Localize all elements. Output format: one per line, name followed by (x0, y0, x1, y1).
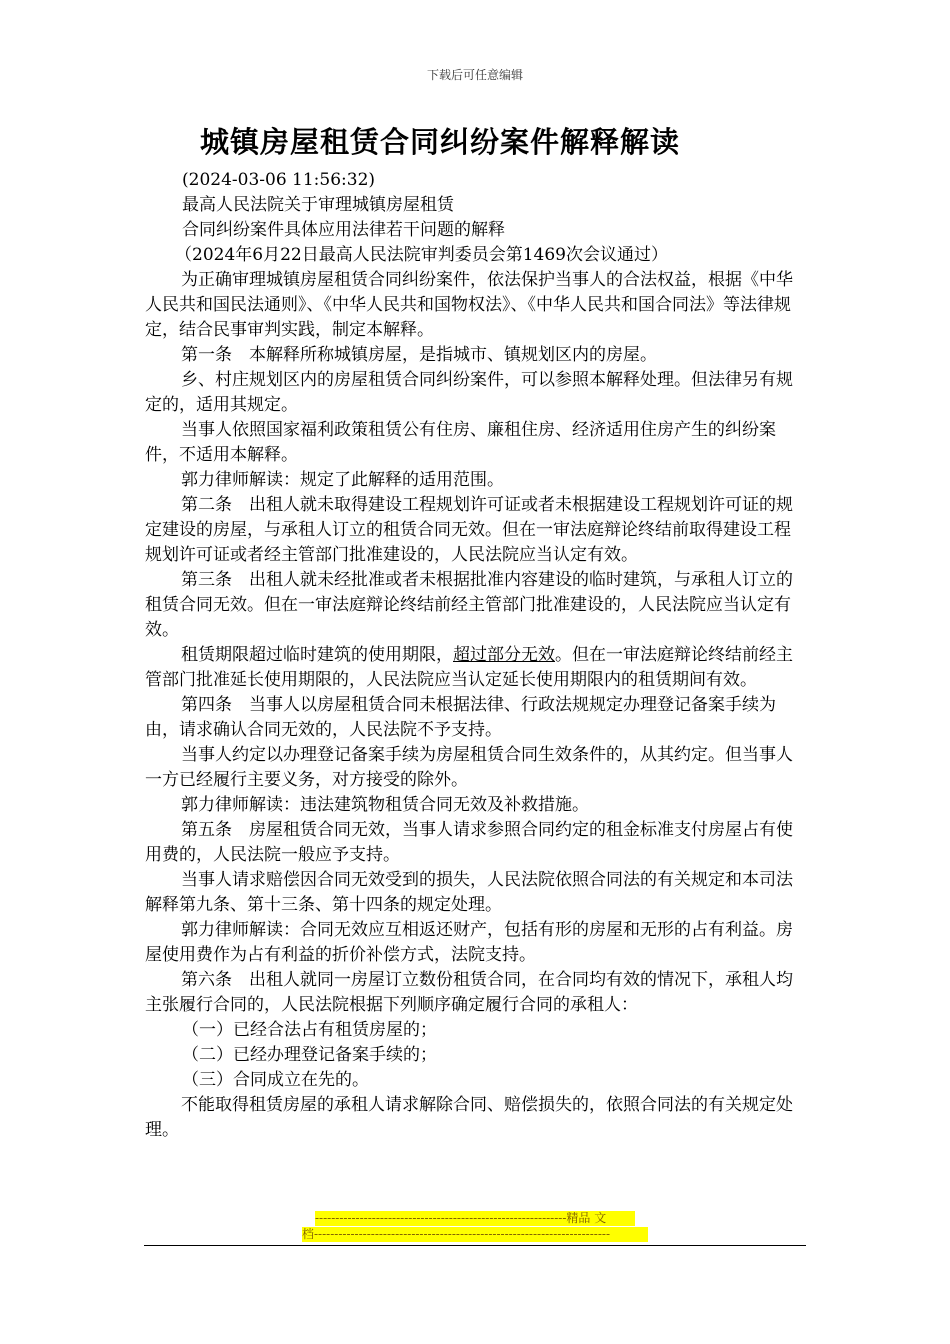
footer-highlight-line-2: 档------------------------------------------------------------------------- (302, 1227, 648, 1242)
lawyer-comment-3: 郭力律师解读：合同无效应互相返还财产，包括有形的房屋和无形的占有利益。房屋使用费作为占有利益的折价补偿方式，法院支持。 (145, 920, 793, 965)
article-3: 第三条 出租人就未经批准或者未根据批准内容建设的临时建筑，与承租人订立的租赁合同无效。但在一审法庭辩论终结前经主管部门批准建设的，人民法院应当认定有效。 (145, 570, 793, 640)
article-6: 第六条 出租人就同一房屋订立数份租赁合同，在合同均有效的情况下，承租人均主张履行合同的，人民法院根据下列顺序确定履行合同的承租人： (145, 970, 793, 1015)
subtitle-line-1: 最高人民法院关于审理城镇房屋租赁 (182, 195, 454, 215)
footer-highlight-line-1: --------------------------------------------------------------精品 文 (315, 1211, 635, 1226)
article-6-item-1: （一）已经合法占有租赁房屋的； (182, 1020, 437, 1040)
footer-divider (144, 1245, 806, 1246)
article-5: 第五条 房屋租赁合同无效，当事人请求参照合同约定的租金标准支付房屋占有使用费的，人民法院一般应予支持。 (145, 820, 793, 865)
page-title: 城镇房屋租赁合同纠纷案件解释解读 (200, 125, 681, 159)
header-note: 下载后可任意编辑 (426, 68, 523, 82)
subtitle-line-2: 合同纠纷案件具体应用法律若干问题的解释 (182, 220, 505, 240)
timestamp: (2024-03-06 11:56:32) (182, 170, 376, 190)
lawyer-comment-2: 郭力律师解读：违法建筑物租赁合同无效及补救措施。 (181, 795, 589, 815)
article-4: 第四条 当事人以房屋租赁合同未根据法律、行政法规规定办理登记备案手续为由，请求确认合同无效的，人民法院不予支持。 (145, 695, 776, 740)
article-6-item-2: （二）已经办理登记备案手续的； (182, 1045, 437, 1065)
adopted-note: （2024年6月22日最高人民法院审判委员会第1469次会议通过） (175, 245, 668, 265)
article-5-para-2: 当事人请求赔偿因合同无效受到的损失，人民法院依照合同法的有关规定和本司法解释第九条、第十三条、第十四条的规定处理。 (145, 870, 793, 915)
article-1-para-3: 当事人依照国家福利政策租赁公有住房、廉租住房、经济适用住房产生的纠纷案件，不适用本解释。 (145, 420, 776, 465)
article-6-para-2: 不能取得租赁房屋的承租人请求解除合同、赔偿损失的，依照合同法的有关规定处理。 (145, 1095, 793, 1140)
article-1-para-2: 乡、村庄规划区内的房屋租赁合同纠纷案件，可以参照本解释处理。但法律另有规定的，适用其规定。 (145, 370, 793, 415)
article-3-para-2-post: 。但在一审法庭辩论终结前经主管部门批准延长使用期限的，人民法院应当认定延长使用期限内的租赁期间有效。 (145, 645, 793, 690)
document-body (145, 168, 800, 1143)
article-2: 第二条 出租人就未取得建设工程规划许可证或者未根据建设工程规划许可证的规定建设的房屋，与承租人订立的租赁合同无效。但在一审法庭辩论终结前取得建设工程规划许可证或者经主管部门批准建设的，人民法院应当认定有效。 (145, 495, 793, 565)
article-3-para-2-pre: 租赁期限超过临时建筑的使用期限， (181, 645, 453, 665)
underlined-text: 超过部分无效 (453, 645, 555, 665)
article-3-para-2 (145, 643, 800, 693)
article-1: 第一条 本解释所称城镇房屋，是指城市、镇规划区内的房屋。 (181, 345, 657, 365)
article-4-para-2: 当事人约定以办理登记备案手续为房屋租赁合同生效条件的，从其约定。但当事人一方已经履行主要义务，对方接受的除外。 (145, 745, 793, 790)
paragraph-intro: 为正确审理城镇房屋租赁合同纠纷案件，依法保护当事人的合法权益，根据《中华人民共和国民法通则》、《中华人民共和国物权法》、《中华人民共和国合同法》等法律规定，结合民事审判实践，制定本解释。 (145, 270, 793, 340)
lawyer-comment-1: 郭力律师解读：规定了此解释的适用范围。 (181, 470, 504, 490)
article-6-item-3: （三）合同成立在先的。 (182, 1070, 369, 1090)
